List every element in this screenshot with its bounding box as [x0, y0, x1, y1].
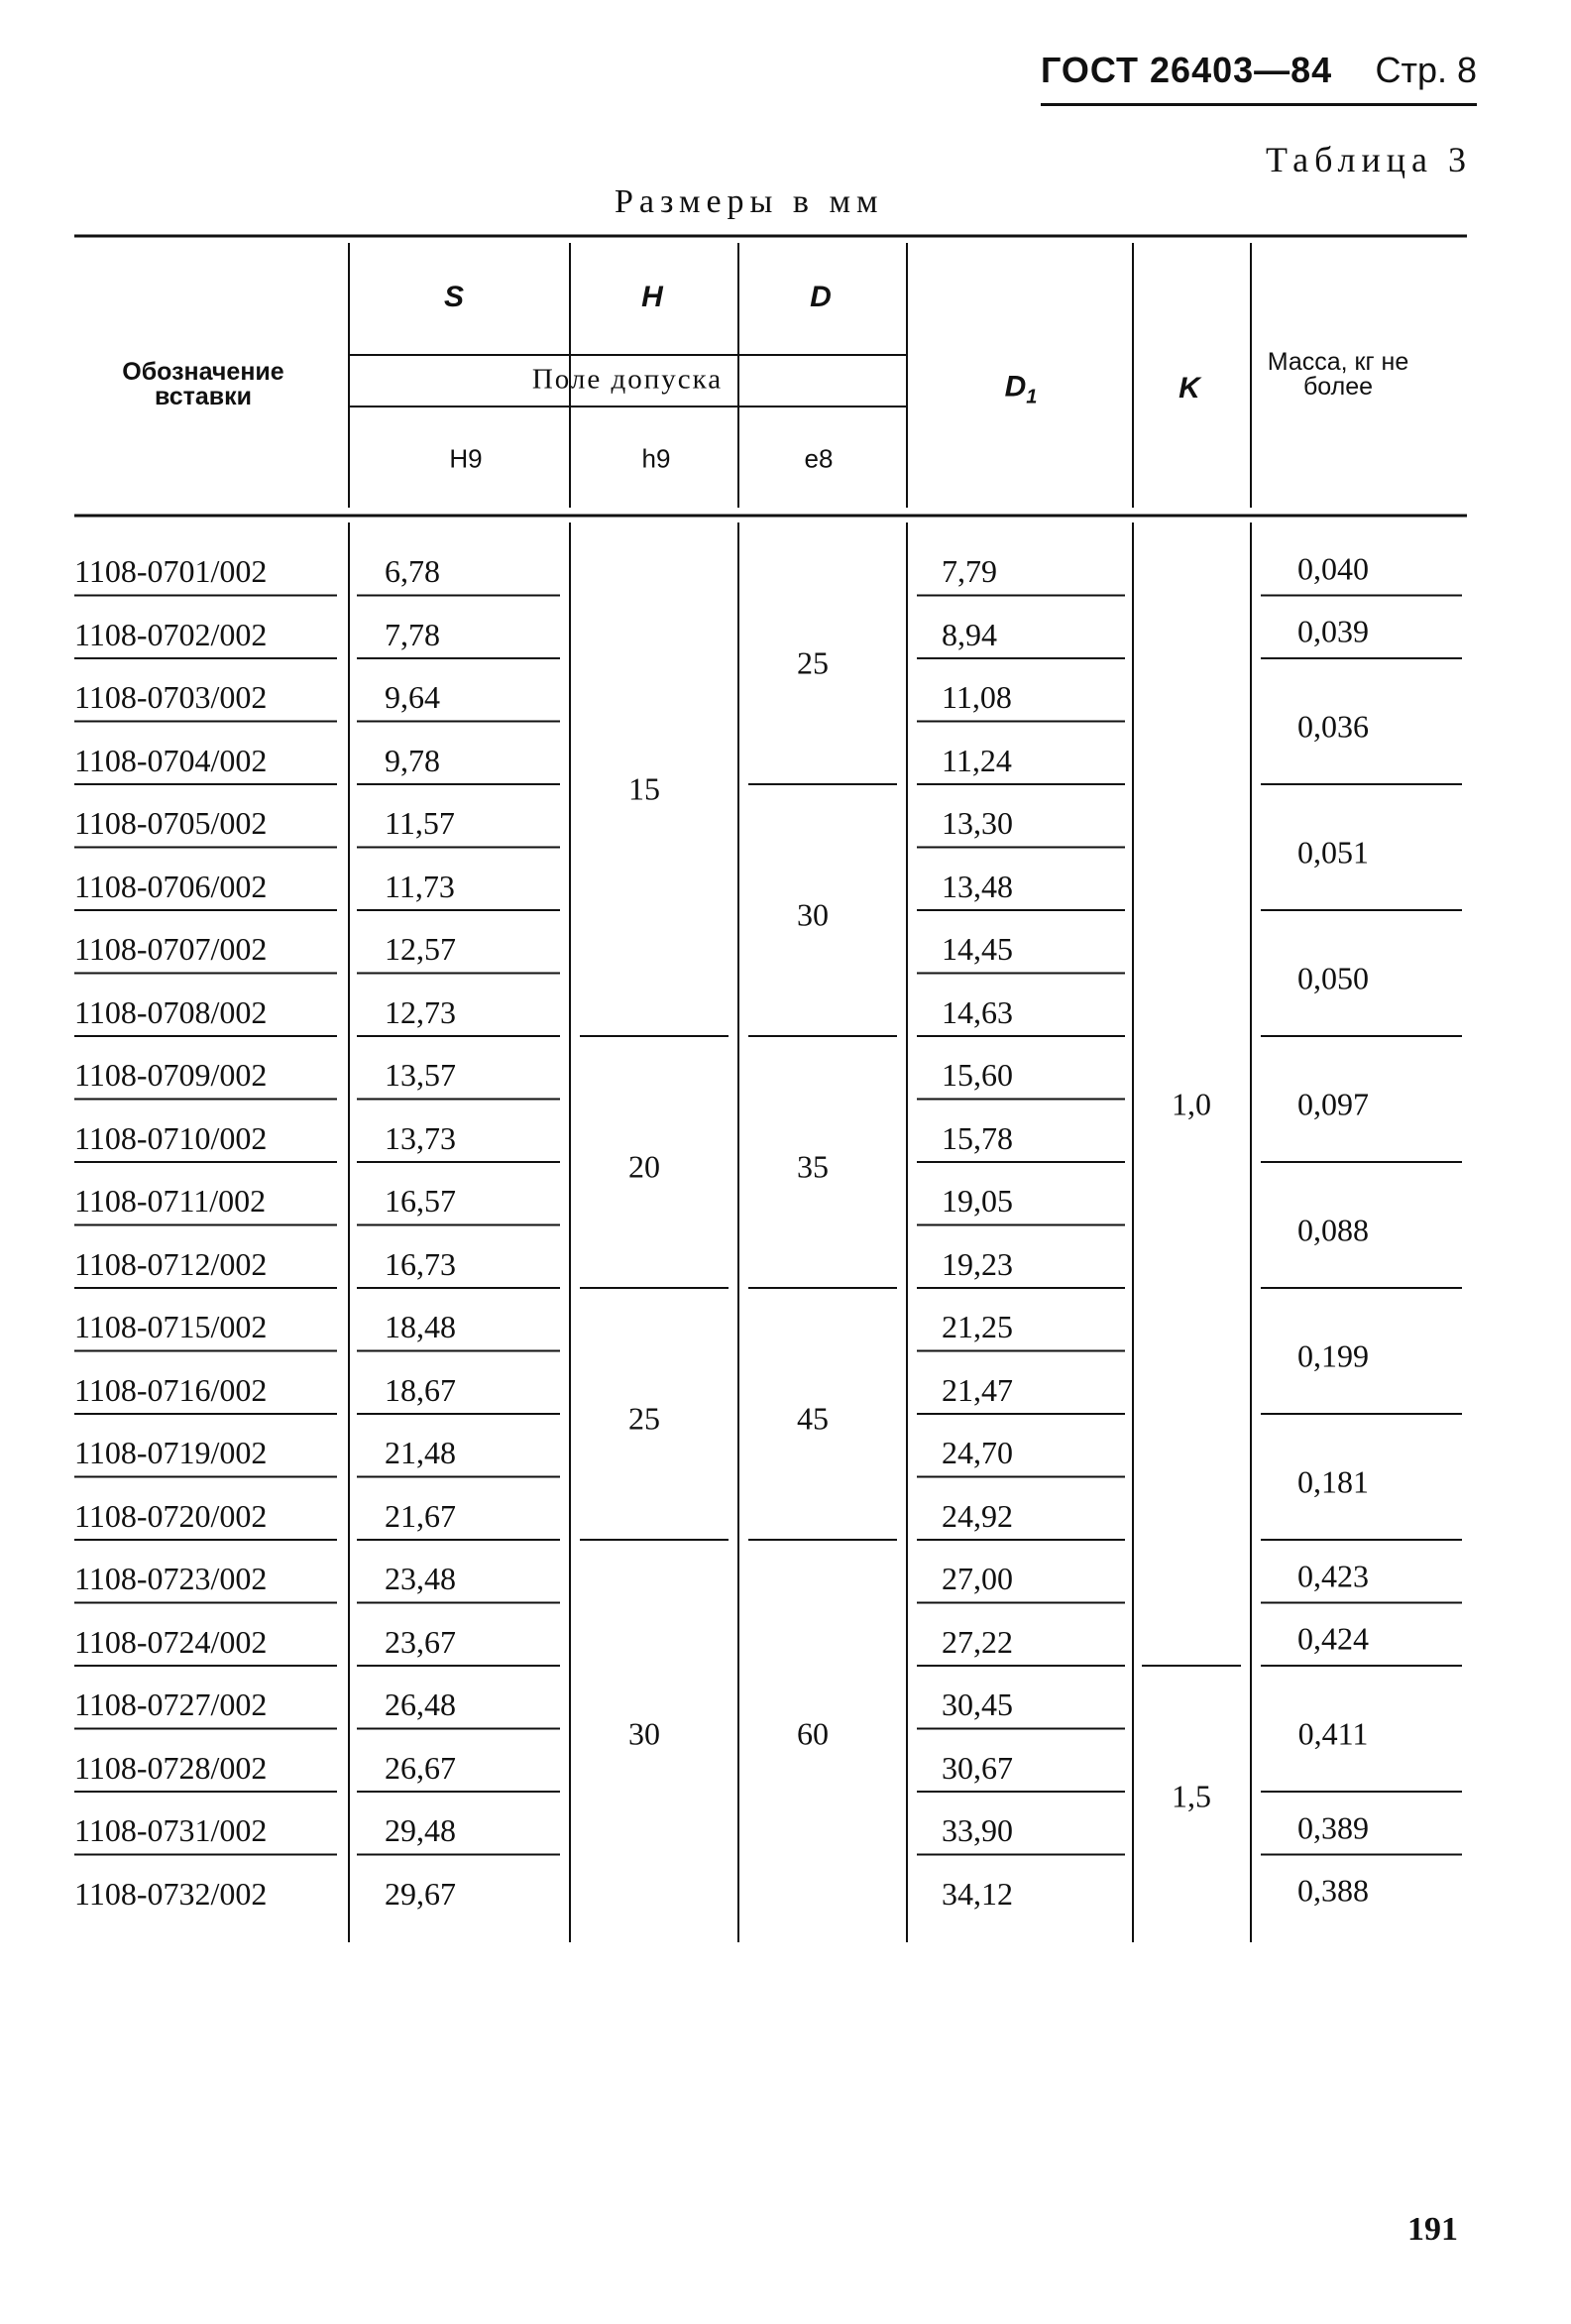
- s-cell: 21,48: [385, 1435, 456, 1470]
- designation-cell: 1108-0720/002: [74, 1497, 268, 1534]
- mass-cell: 0,051: [1297, 834, 1369, 870]
- s-cell: 16,73: [385, 1245, 456, 1282]
- designation-cell: 1108-0706/002: [74, 868, 268, 904]
- d1-cell: 34,12: [942, 1875, 1013, 1912]
- designation-cell: 1108-0703/002: [74, 679, 268, 715]
- d-cell: 35: [797, 1148, 829, 1185]
- s-cell: 23,67: [385, 1623, 456, 1660]
- mass-cell: 0,039: [1297, 613, 1369, 649]
- d1-letter: D: [1004, 370, 1027, 404]
- tolerance-s: H9: [449, 443, 483, 474]
- designation-cell: 1108-0711/002: [74, 1183, 267, 1219]
- s-cell: 13,73: [385, 1119, 456, 1156]
- mass-cell: 0,181: [1297, 1463, 1369, 1499]
- d1-cell: 15,78: [942, 1119, 1013, 1156]
- designation-cell: 1108-0723/002: [74, 1561, 268, 1596]
- d-cell: 60: [797, 1715, 829, 1751]
- d1-cell: 30,45: [942, 1686, 1013, 1722]
- mass-cell: 0,036: [1297, 708, 1369, 744]
- mass-cell: 0,199: [1297, 1337, 1369, 1373]
- designation-cell: 1108-0708/002: [74, 993, 268, 1030]
- designation-cell: 1108-0728/002: [74, 1749, 268, 1786]
- d1-cell: 14,45: [942, 931, 1013, 967]
- mass-cell: 0,388: [1297, 1872, 1369, 1909]
- mass-cell: 0,040: [1297, 550, 1369, 587]
- s-cell: 9,78: [385, 742, 440, 778]
- d1-cell: 33,90: [942, 1812, 1013, 1848]
- d1-cell: 7,79: [942, 553, 997, 589]
- designation-cell: 1108-0716/002: [74, 1371, 268, 1408]
- s-cell: 11,57: [385, 805, 455, 841]
- page-label: Стр. 8: [1375, 50, 1477, 90]
- s-cell: 11,73: [385, 868, 455, 904]
- designation-cell: 1108-0724/002: [74, 1623, 268, 1660]
- designation-cell: 1108-0731/002: [74, 1812, 268, 1848]
- standard-number: ГОСТ 26403—84: [1041, 50, 1333, 90]
- s-cell: 26,67: [385, 1749, 456, 1786]
- s-header: S: [443, 281, 465, 313]
- d1-cell: 14,63: [942, 993, 1013, 1030]
- designation-cell: 1108-0705/002: [74, 805, 268, 841]
- mass-cell: 0,050: [1297, 960, 1369, 995]
- s-cell: 18,48: [385, 1309, 456, 1344]
- mass-header: Масса, кг не более: [1267, 348, 1409, 401]
- s-cell: 18,67: [385, 1371, 456, 1408]
- designation-cell: 1108-0710/002: [74, 1119, 268, 1156]
- designation-cell: 1108-0719/002: [74, 1435, 268, 1470]
- d1-cell: 13,48: [942, 868, 1013, 904]
- d1-cell: 27,00: [942, 1561, 1013, 1596]
- d-header: D: [810, 281, 832, 313]
- s-cell: 6,78: [385, 553, 440, 589]
- d1-cell: 30,67: [942, 1749, 1013, 1786]
- designation-header: Обозначение вставки: [122, 358, 284, 410]
- s-cell: 12,57: [385, 931, 456, 967]
- s-cell: 21,67: [385, 1497, 456, 1534]
- s-cell: 13,57: [385, 1057, 456, 1093]
- tolerance-field-header: Поле допуска: [531, 363, 724, 396]
- d1-cell: 13,30: [942, 805, 1013, 841]
- d1-cell: 8,94: [942, 616, 997, 652]
- s-cell: 29,48: [385, 1812, 456, 1848]
- mass-cell: 0,424: [1297, 1620, 1369, 1657]
- d1-cell: 24,92: [942, 1497, 1013, 1534]
- d1-cell: 15,60: [942, 1057, 1013, 1093]
- s-cell: 23,48: [385, 1561, 456, 1596]
- d1-cell: 11,24: [942, 742, 1012, 778]
- designation-cell: 1108-0712/002: [74, 1245, 268, 1282]
- s-cell: 16,57: [385, 1183, 456, 1219]
- d-cell: 45: [797, 1400, 829, 1437]
- tolerance-d: e8: [804, 443, 834, 474]
- h-cell: 15: [628, 770, 660, 807]
- d1-cell: 21,47: [942, 1371, 1013, 1408]
- designation-cell: 1108-0702/002: [74, 616, 268, 652]
- designation-cell: 1108-0715/002: [74, 1309, 268, 1344]
- designation-cell: 1108-0701/002: [74, 553, 268, 589]
- designation-cell: 1108-0704/002: [74, 742, 268, 778]
- mass-cell: 0,088: [1297, 1212, 1369, 1247]
- units-caption: Размеры в мм: [615, 183, 884, 220]
- tolerance-h: h9: [641, 443, 671, 474]
- s-cell: 29,67: [385, 1875, 456, 1912]
- d-cell: 25: [797, 644, 829, 681]
- s-cell: 26,48: [385, 1686, 456, 1722]
- d1-cell: 24,70: [942, 1435, 1013, 1470]
- h-cell: 25: [628, 1400, 660, 1437]
- s-cell: 12,73: [385, 993, 456, 1030]
- s-cell: 9,64: [385, 679, 440, 715]
- mass-cell: 0,097: [1297, 1086, 1369, 1121]
- k-header: K: [1178, 372, 1200, 405]
- d1-header: [1005, 371, 1038, 409]
- h-cell: 20: [628, 1148, 660, 1185]
- designation-cell: 1108-0732/002: [74, 1875, 268, 1912]
- mass-cell: 0,411: [1297, 1715, 1369, 1751]
- d1-cell: 11,08: [942, 679, 1012, 715]
- page-number: 191: [1407, 2211, 1458, 2248]
- table-caption: Таблица 3: [1266, 140, 1472, 179]
- designation-cell: 1108-0707/002: [74, 931, 268, 967]
- k-cell: 1,5: [1172, 1778, 1211, 1814]
- s-cell: 7,78: [385, 616, 440, 652]
- d-cell: 30: [797, 896, 829, 933]
- designation-cell: 1108-0727/002: [74, 1686, 268, 1722]
- d1-cell: 27,22: [942, 1623, 1013, 1660]
- d1-cell: 19,23: [942, 1245, 1013, 1282]
- d1-cell: 21,25: [942, 1309, 1013, 1344]
- mass-cell: 0,423: [1297, 1558, 1369, 1594]
- mass-cell: 0,389: [1297, 1809, 1369, 1846]
- h-cell: 30: [628, 1715, 660, 1751]
- designation-cell: 1108-0709/002: [74, 1057, 268, 1093]
- d1-subscript: 1: [1026, 386, 1038, 408]
- d1-cell: 19,05: [942, 1183, 1013, 1219]
- h-header: H: [641, 281, 663, 313]
- k-cell: 1,0: [1172, 1086, 1211, 1121]
